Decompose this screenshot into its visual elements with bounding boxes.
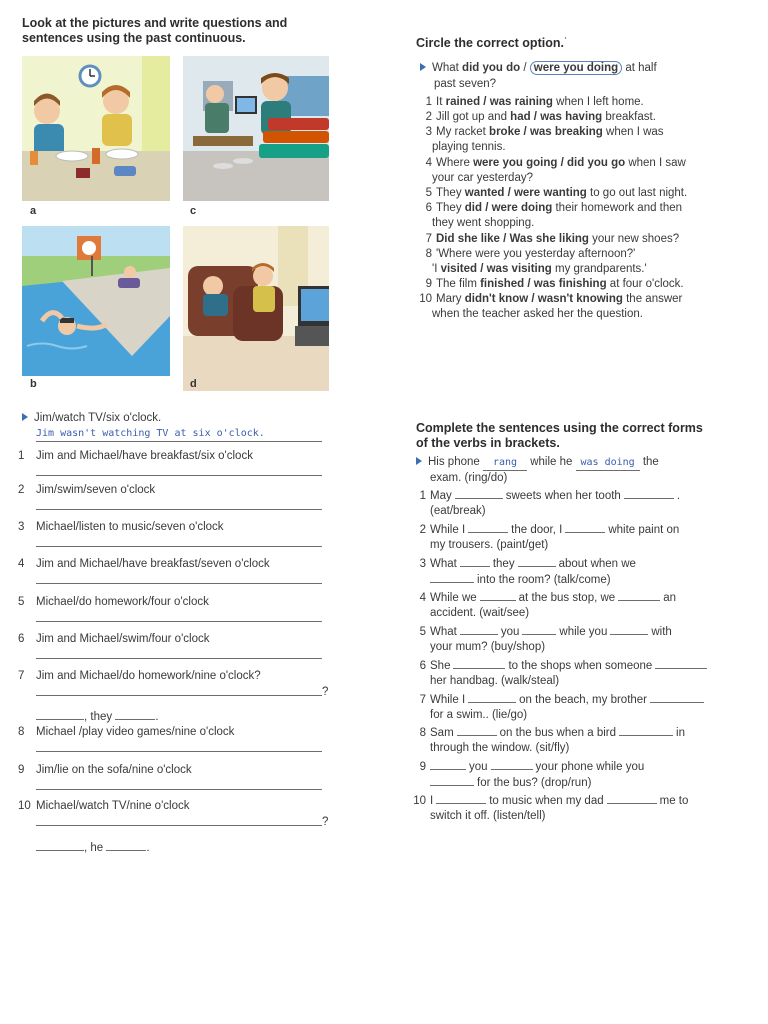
item-text: to music when my dad <box>489 795 604 807</box>
ex2-item <box>412 110 656 125</box>
option-pair[interactable]: Did she like / Was she liking <box>436 233 589 245</box>
item-prompt: Michael/listen to music/seven o'clock <box>36 521 224 533</box>
ex2-example: What did you do / were you doing at half <box>420 61 657 76</box>
ex3-item <box>406 692 707 708</box>
item-number: 4 <box>419 592 426 604</box>
arrow-icon <box>416 457 422 465</box>
ex1-item <box>18 557 270 572</box>
ex3-example-line2: exam. (ring/do) <box>430 472 508 484</box>
option-pair[interactable]: were you going / did you go <box>473 157 626 169</box>
item-text: while you <box>559 626 608 638</box>
blank[interactable] <box>565 522 605 533</box>
blank[interactable] <box>468 692 516 703</box>
answer-line[interactable] <box>36 658 322 659</box>
ex1-item <box>18 799 189 814</box>
item-text-line2: for the bus? (drop/run) <box>430 775 591 791</box>
arrow-icon <box>420 63 426 71</box>
item-text: Sam <box>430 727 454 739</box>
item-text: your phone while you <box>535 761 645 773</box>
arrow-icon <box>22 413 28 421</box>
item-prompt: Jim/swim/seven o'clock <box>36 484 156 496</box>
picture-a-label: a <box>30 205 37 217</box>
ex3-item <box>406 624 672 640</box>
question-mark: ? <box>322 816 329 828</box>
item-prompt: Michael /play video games/nine o'clock <box>36 726 235 738</box>
ex2-item <box>412 292 682 307</box>
item-text-line2: her handbag. (walk/steal) <box>430 675 560 687</box>
blank[interactable] <box>610 624 648 635</box>
item-prompt: Michael/do homework/four o'clock <box>36 596 209 608</box>
ex3-title-line1: Complete the sentences using the correct forms <box>416 421 703 435</box>
ex3-item <box>406 658 710 674</box>
blank[interactable] <box>457 725 497 736</box>
option-pair[interactable]: wanted / were wanting <box>464 187 587 199</box>
item-prompt: Jim and Michael/have breakfast/seven o'clock <box>36 558 270 570</box>
answer-line[interactable] <box>36 546 322 547</box>
answer-line[interactable] <box>36 475 322 476</box>
ex2-item <box>412 277 684 292</box>
item-text: 'Where were you yesterday afternoon?' <box>436 248 636 260</box>
item-text-line2: playing tennis. <box>432 141 506 153</box>
item-text: What <box>430 558 457 570</box>
ex3-item <box>406 488 680 504</box>
ex1-example-answer: Jim wasn't watching TV at six o'clock. <box>36 428 265 439</box>
item-number: 10 <box>419 293 432 305</box>
blank[interactable] <box>430 572 474 583</box>
item-text: Where <box>436 157 474 169</box>
item-text: on the bus when a bird <box>499 727 617 739</box>
item-number: 3 <box>18 521 25 533</box>
option-pair[interactable]: rained / was raining <box>445 96 553 108</box>
blank[interactable] <box>518 556 556 567</box>
ex1-item <box>18 483 155 498</box>
picture-d-label: d <box>190 378 197 390</box>
item-text: She <box>430 660 451 672</box>
item-text: It <box>436 96 446 108</box>
item-number: 5 <box>425 187 432 199</box>
item-text: with <box>651 626 672 638</box>
item-number: 9 <box>425 278 432 290</box>
option-pair[interactable]: broke / was breaking <box>489 126 603 138</box>
item-text: Mary <box>436 293 465 305</box>
item-number: 10 <box>413 795 426 807</box>
option-pair[interactable]: did / were doing <box>464 202 553 214</box>
picture-b-swimming <box>22 226 170 376</box>
item-text: They <box>436 202 465 214</box>
answer-line[interactable] <box>36 509 322 510</box>
ex1-example-prompt: Jim/watch TV/six o'clock. <box>22 411 161 426</box>
item-text: in <box>676 727 685 739</box>
ex2-item <box>412 125 664 140</box>
blank[interactable] <box>430 759 466 770</box>
ex1-item <box>18 669 261 684</box>
question-mark: ? <box>322 686 329 698</box>
item-text-line2: when the teacher asked her the question. <box>432 308 643 320</box>
item-text: While I <box>430 694 466 706</box>
ex1-item <box>18 520 224 535</box>
item-text: when I left home. <box>552 96 644 108</box>
picture-d-livingroom <box>183 226 329 391</box>
item-text-line2: your car yesterday? <box>432 172 533 184</box>
item-text: your new shoes? <box>588 233 680 245</box>
item-prompt: Jim and Michael/have breakfast/six o'clock <box>36 450 253 462</box>
ex1-example-line <box>36 441 322 442</box>
ex3-item <box>406 725 685 741</box>
blank[interactable] <box>36 840 84 851</box>
item-number: 7 <box>425 233 432 245</box>
item-number: 4 <box>18 558 25 570</box>
ex2-item <box>412 156 686 171</box>
item-number: 1 <box>419 490 426 502</box>
item-text-line2: my trousers. (paint/get) <box>430 539 549 551</box>
ex1-item <box>18 632 209 647</box>
item-text: they <box>492 558 515 570</box>
item-text: you <box>500 626 520 638</box>
item-number: 2 <box>18 484 25 496</box>
item-text-line2: your mum? (buy/shop) <box>430 641 546 653</box>
item-text-line2: they went shopping. <box>432 217 535 229</box>
item-text: They <box>436 187 465 199</box>
item-text: to go out last night. <box>586 187 688 199</box>
blank[interactable] <box>453 658 505 669</box>
item-text: While I <box>430 524 466 536</box>
item-text: the answer <box>622 293 683 305</box>
blank[interactable] <box>522 624 556 635</box>
answer-line[interactable] <box>36 789 322 790</box>
item-number: 5 <box>419 626 426 638</box>
blank[interactable] <box>619 725 673 736</box>
ex1-item <box>18 725 234 740</box>
picture-a-breakfast <box>22 56 170 201</box>
ex2-item <box>412 201 682 216</box>
item-number: 6 <box>18 633 25 645</box>
item-number: 6 <box>425 202 432 214</box>
answer-line[interactable] <box>36 751 322 752</box>
ex1-title-line1: Look at the pictures and write questions and <box>22 16 288 30</box>
item-number: 2 <box>425 111 432 123</box>
item-text-line2: (eat/break) <box>430 505 486 517</box>
item-number: 2 <box>419 524 426 536</box>
item-number: 4 <box>425 157 432 169</box>
item-number: 10 <box>18 800 31 812</box>
item-text: you <box>469 761 488 773</box>
picture-b-label: b <box>30 378 37 390</box>
answer-line[interactable] <box>36 621 322 622</box>
ex2-example-line2: past seven? <box>434 78 497 90</box>
item-number: 1 <box>425 96 432 108</box>
item-text: My racket <box>436 126 490 138</box>
item-number: 8 <box>425 248 432 260</box>
blank[interactable] <box>430 775 474 786</box>
item-text: sweets when her tooth <box>505 490 621 502</box>
ex3-item <box>406 556 636 572</box>
item-text-line2: through the window. (sit/fly) <box>430 742 570 754</box>
item-text-line2: accident. (wait/see) <box>430 607 530 619</box>
item-number: 9 <box>18 764 25 776</box>
item-text: . <box>676 490 681 502</box>
item-text: about when we <box>558 558 636 570</box>
item-number: 3 <box>425 126 432 138</box>
blank[interactable] <box>607 793 657 804</box>
item-text: I <box>430 795 434 807</box>
item-number: 8 <box>18 726 25 738</box>
blank[interactable] <box>468 522 508 533</box>
answer-line[interactable] <box>36 825 322 826</box>
option-pair[interactable]: had / was having <box>510 111 603 123</box>
item-number: 7 <box>18 670 25 682</box>
circled-answer: were you doing <box>530 61 622 75</box>
blank[interactable] <box>36 709 84 720</box>
item-text: May <box>430 490 452 502</box>
ex2-item <box>412 95 644 110</box>
blank[interactable] <box>106 840 146 851</box>
answer-line[interactable] <box>36 583 322 584</box>
blank[interactable] <box>455 488 503 499</box>
item-text: their homework and then <box>552 202 683 214</box>
ex3-item <box>406 759 644 775</box>
option-pair[interactable]: finished / was finishing <box>480 278 607 290</box>
item-text: 'I <box>432 263 441 275</box>
item-text: at four o'clock. <box>606 278 684 290</box>
ex2-item <box>412 186 687 201</box>
item-text: breakfast. <box>602 111 656 123</box>
option-pair[interactable]: didn't know / wasn't knowing <box>464 293 623 305</box>
item-second-line: , he . <box>36 840 150 856</box>
blank[interactable] <box>650 692 704 703</box>
blank[interactable] <box>460 624 498 635</box>
ex1-item <box>18 763 192 778</box>
item-number: 8 <box>419 727 426 739</box>
ex1-item <box>18 449 253 464</box>
item-number: 3 <box>419 558 426 570</box>
item-second-line: , they . <box>36 709 159 725</box>
ex3-title <box>416 421 703 451</box>
ex1-item <box>18 595 209 610</box>
item-text: on the beach, my brother <box>519 694 648 706</box>
ex3-example: His phone rang while he was doing the <box>416 455 659 471</box>
item-text: an <box>663 592 676 604</box>
ex2-title: Circle the correct option.˙ <box>416 36 569 50</box>
item-text: my grandparents.' <box>551 263 647 275</box>
item-text: The film <box>436 278 481 290</box>
ex1-title <box>22 16 287 46</box>
blank[interactable] <box>480 590 516 601</box>
option-pair[interactable]: visited / was visiting <box>440 263 552 275</box>
answer-line[interactable] <box>36 695 322 696</box>
item-text: when I saw <box>625 157 686 169</box>
item-prompt: Jim and Michael/swim/four o'clock <box>36 633 210 645</box>
blank[interactable] <box>436 793 486 804</box>
item-number: 1 <box>18 450 25 462</box>
ex3-item <box>406 590 676 606</box>
picture-c-label: c <box>190 205 197 217</box>
item-prompt: Jim/lie on the sofa/nine o'clock <box>36 764 192 776</box>
item-text: when I was <box>602 126 664 138</box>
item-text: the door, I <box>511 524 563 536</box>
ex3-item <box>406 522 679 538</box>
blank[interactable] <box>618 590 660 601</box>
blank[interactable] <box>655 658 707 669</box>
blank[interactable] <box>460 556 490 567</box>
item-number: 7 <box>419 694 426 706</box>
item-text-line2: for a swim.. (lie/go) <box>430 709 528 721</box>
item-text: me to <box>659 795 689 807</box>
item-text: While we <box>430 592 477 604</box>
ex2-item <box>412 247 635 262</box>
ex3-title-line2: of the verbs in brackets. <box>416 436 560 450</box>
item-text: white paint on <box>608 524 680 536</box>
item-number: 6 <box>419 660 426 672</box>
item-prompt: Michael/watch TV/nine o'clock <box>36 800 190 812</box>
picture-c-bedroom <box>183 56 329 201</box>
blank[interactable] <box>491 759 533 770</box>
blank[interactable] <box>115 709 155 720</box>
ex2-item <box>412 232 679 247</box>
ex3-item <box>406 793 688 809</box>
item-number: 9 <box>419 761 426 773</box>
item-text-line2: into the room? (talk/come) <box>430 572 611 588</box>
ex1-title-line2: sentences using the past continuous. <box>22 31 246 45</box>
item-prompt: Jim and Michael/do homework/nine o'clock? <box>36 670 261 682</box>
item-text-line2: switch it off. (listen/tell) <box>430 810 546 822</box>
blank[interactable] <box>624 488 674 499</box>
item-text: What <box>430 626 457 638</box>
item-text: Jill got up and <box>436 111 511 123</box>
item-text: to the shops when someone <box>508 660 653 672</box>
item-text-line2 <box>432 262 647 277</box>
item-number: 5 <box>18 596 25 608</box>
item-text: at the bus stop, we <box>518 592 616 604</box>
